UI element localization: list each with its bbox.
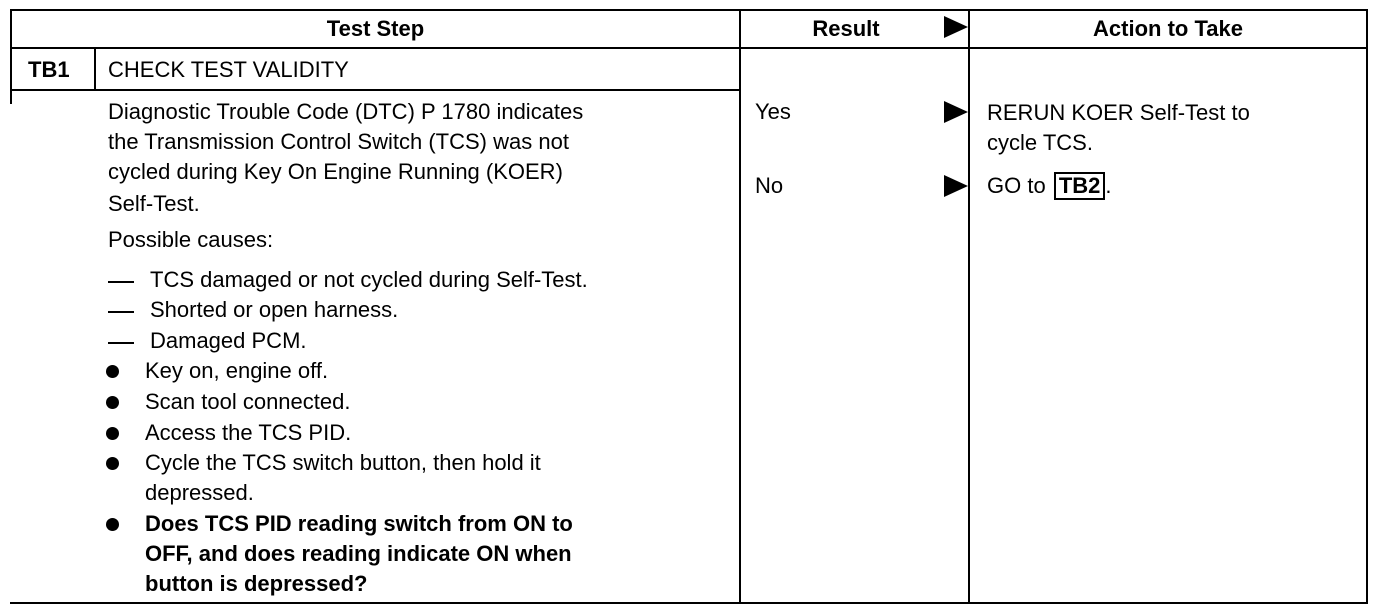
step-title: CHECK TEST VALIDITY bbox=[108, 57, 349, 82]
table-right-border bbox=[1366, 9, 1368, 604]
step-id-divider bbox=[94, 49, 96, 89]
action-no bbox=[987, 171, 1112, 201]
dash-icon bbox=[108, 311, 134, 313]
bullet-icon bbox=[106, 518, 119, 531]
action-no-prefix: GO to bbox=[987, 173, 1046, 198]
step-ref-link[interactable]: TB2 bbox=[1054, 172, 1106, 200]
bullet-item-continued: depressed. bbox=[145, 480, 254, 505]
dash-icon bbox=[108, 281, 134, 283]
question-line: OFF, and does reading indicate ON when bbox=[145, 541, 572, 566]
action-yes-line: cycle TCS. bbox=[987, 130, 1093, 155]
bullet-icon bbox=[106, 427, 119, 440]
cause-item: TCS damaged or not cycled during Self-Test. bbox=[150, 267, 588, 292]
description-line: cycled during Key On Engine Running (KOER) bbox=[108, 159, 563, 184]
cause-item: Shorted or open harness. bbox=[150, 297, 399, 322]
possible-causes-label: Possible causes: bbox=[108, 227, 274, 252]
question-line: button is depressed? bbox=[145, 571, 368, 596]
bullet-item: Cycle the TCS switch button, then hold it bbox=[145, 450, 541, 475]
bullet-icon bbox=[106, 457, 119, 470]
table-bottom-border bbox=[10, 602, 1368, 604]
question-line: Does TCS PID reading switch from ON to bbox=[145, 511, 573, 536]
header-result: Result bbox=[812, 16, 880, 41]
bullet-item: Scan tool connected. bbox=[145, 389, 351, 414]
bullet-icon bbox=[106, 365, 119, 378]
dash-icon bbox=[108, 342, 134, 344]
result-arrow-icon bbox=[944, 175, 968, 197]
cause-item: Damaged PCM. bbox=[150, 328, 307, 353]
header-arrow-icon bbox=[944, 16, 968, 38]
action-yes-line: RERUN KOER Self-Test to bbox=[987, 100, 1250, 125]
step-title-divider bbox=[10, 89, 740, 91]
header-divider bbox=[10, 47, 1368, 49]
result-arrow-icon bbox=[944, 101, 968, 123]
table-top-border bbox=[10, 9, 1368, 11]
result-yes: Yes bbox=[755, 99, 791, 124]
result-no: No bbox=[755, 173, 784, 198]
step-id: TB1 bbox=[28, 57, 70, 82]
header-action: Action to Take bbox=[1093, 16, 1243, 41]
action-no-suffix: . bbox=[1105, 173, 1112, 198]
bullet-item: Key on, engine off. bbox=[145, 358, 329, 383]
column-divider-result bbox=[968, 9, 970, 604]
description-line: the Transmission Control Switch (TCS) was not bbox=[108, 129, 569, 154]
description-line: Self-Test. bbox=[108, 191, 200, 216]
column-divider-test-step bbox=[739, 9, 741, 604]
bullet-icon bbox=[106, 396, 119, 409]
description-line: Diagnostic Trouble Code (DTC) P 1780 indicates bbox=[108, 99, 584, 124]
header-test-step: Test Step bbox=[326, 16, 425, 41]
bullet-item: Access the TCS PID. bbox=[145, 420, 352, 445]
